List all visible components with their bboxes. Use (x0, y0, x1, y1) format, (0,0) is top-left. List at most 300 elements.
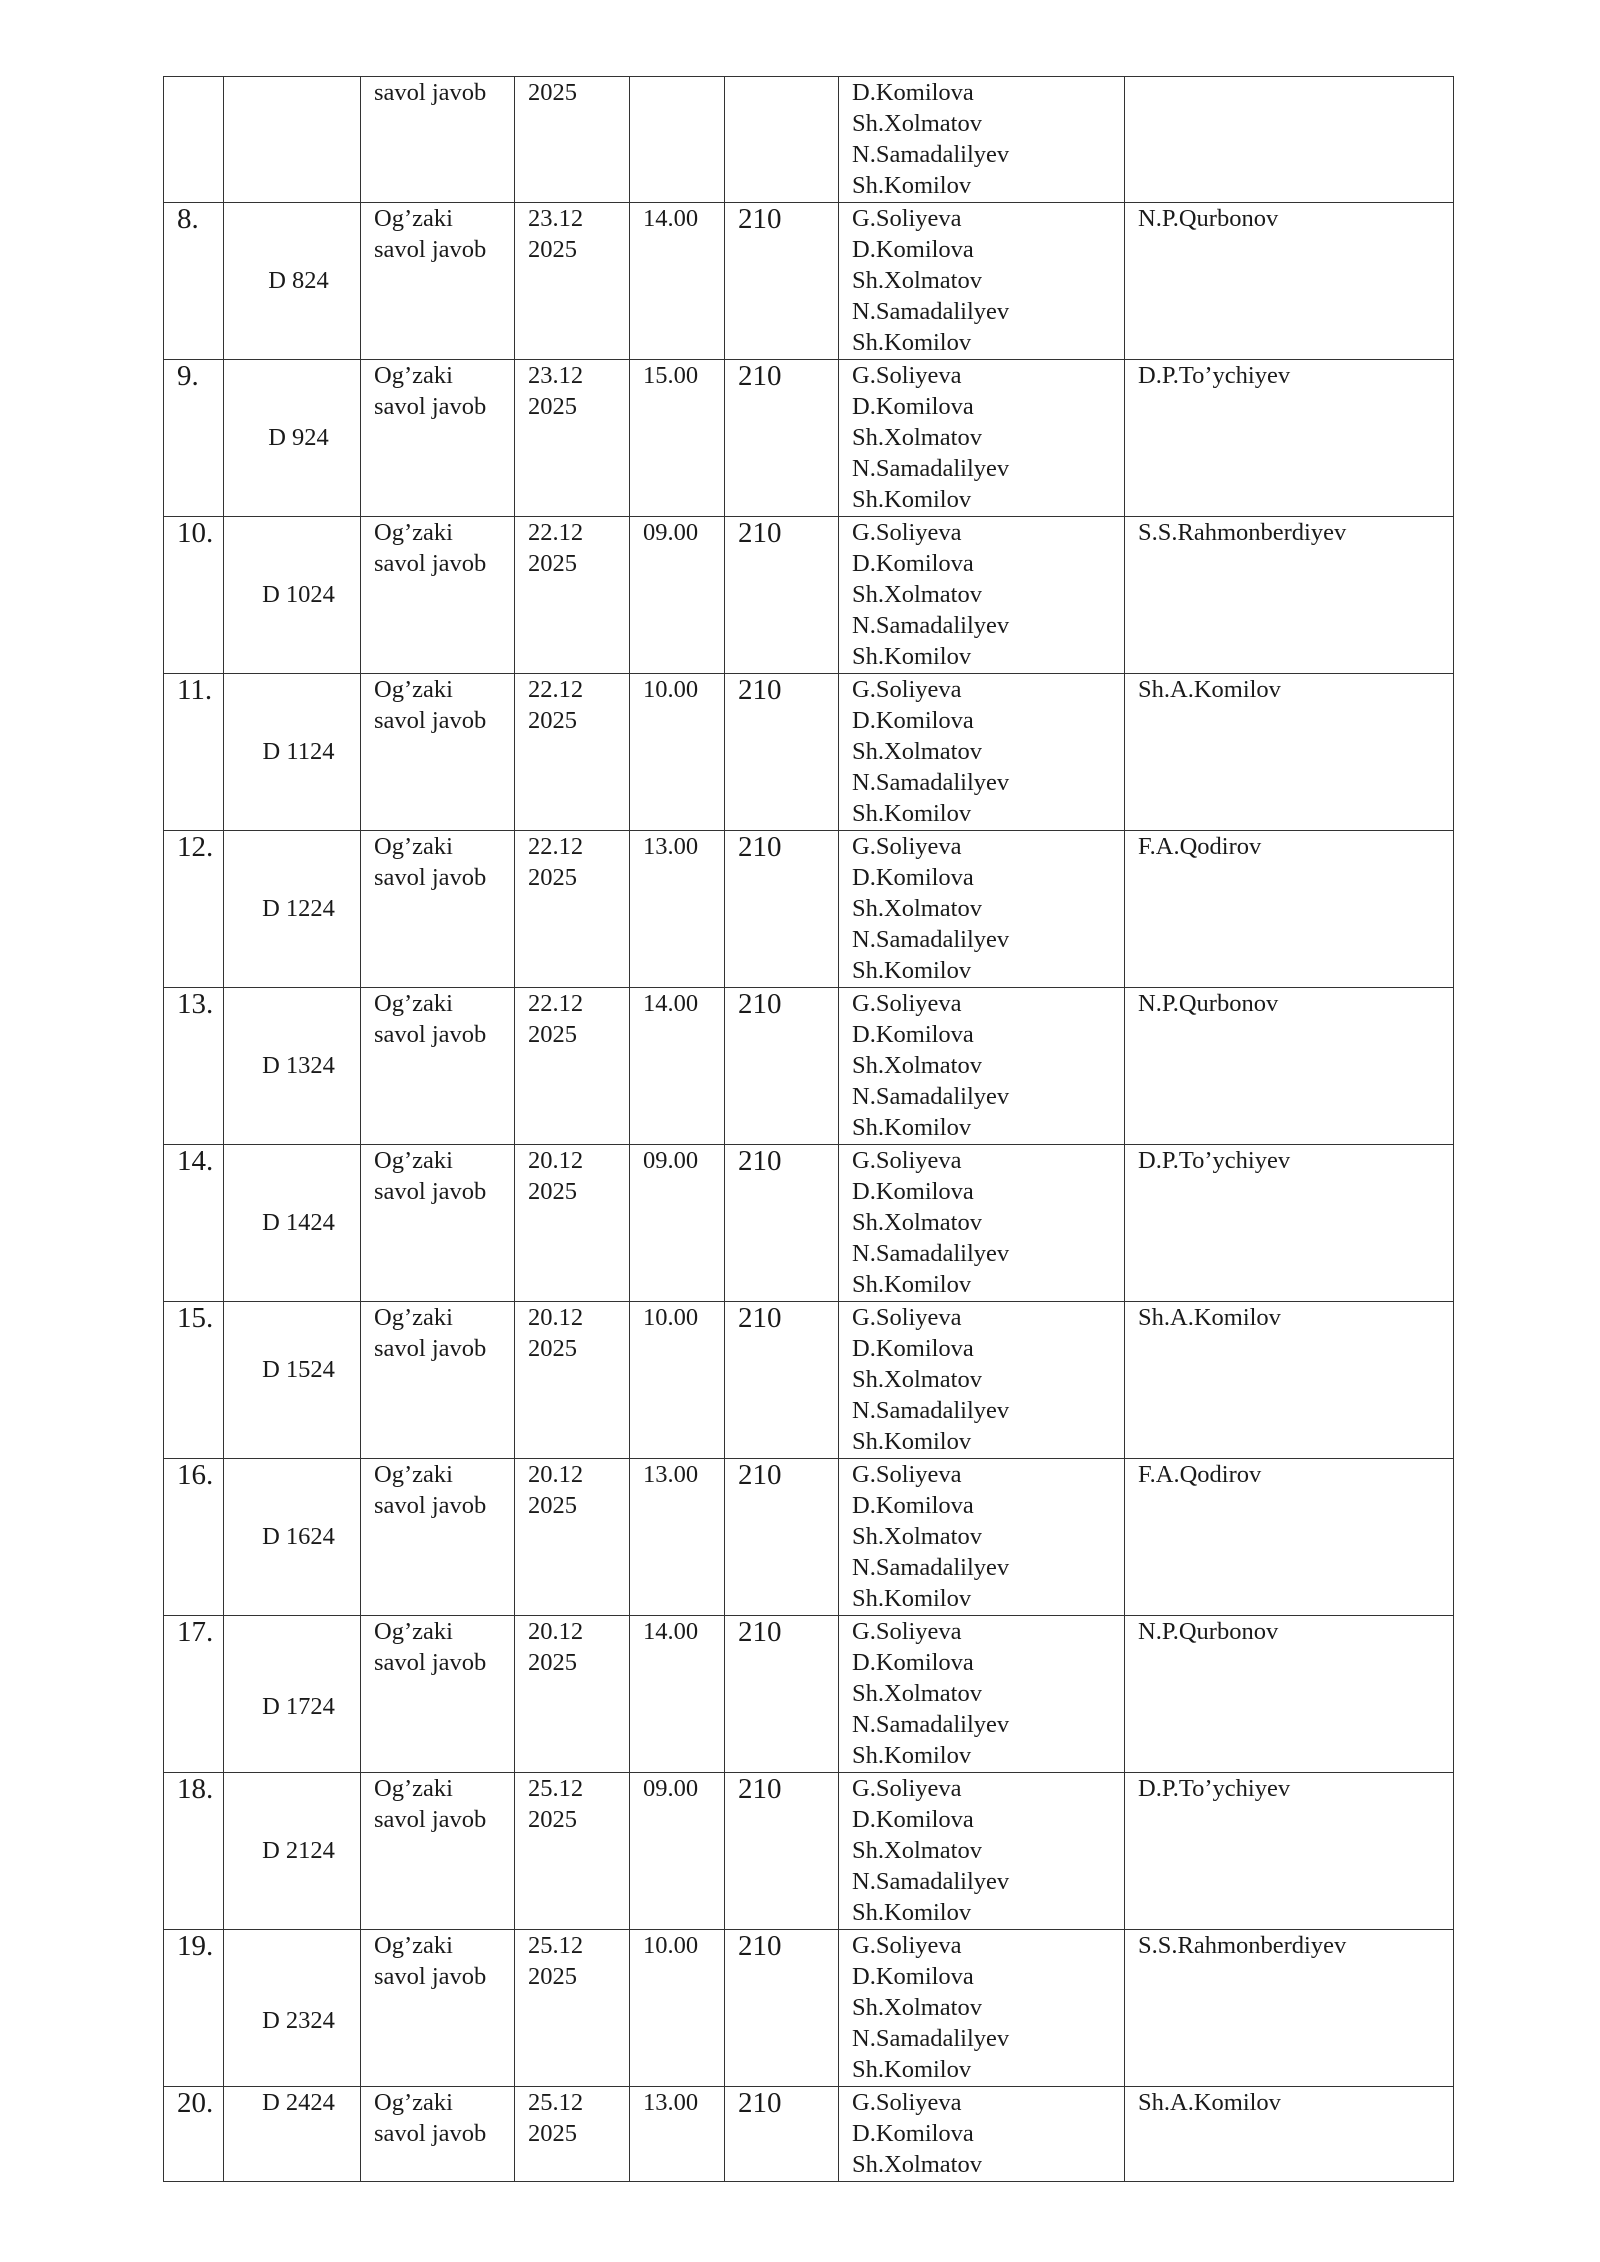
group-code-cell (224, 517, 361, 674)
row-number-cell (164, 1145, 224, 1302)
commission-member: Sh.Komilov (852, 486, 972, 513)
exam-form-cell (361, 1145, 515, 1302)
commission-member: D.Komilova (852, 1649, 974, 1676)
commission-member: Sh.Xolmatov (852, 1837, 982, 1864)
commission-member: N.Samadalilyev (852, 1083, 1010, 1110)
commission-member: Sh.Xolmatov (852, 1052, 982, 1079)
room-cell (725, 360, 839, 517)
commission-member: N.Samadalilyev (852, 455, 1010, 482)
commission-member: Sh.Komilov (852, 1114, 972, 1141)
commission-member: N.Samadalilyev (852, 1711, 1010, 1738)
exam-date-cell (515, 2087, 630, 2182)
commission-cell (839, 1616, 1125, 1773)
row-number-cell (164, 1773, 224, 1930)
exam-form-cell (361, 1773, 515, 1930)
group-code: D 2424 (262, 2089, 335, 2116)
table-row (164, 360, 1454, 517)
exam-date-line: 23.12 (528, 362, 584, 389)
examiner-cell (1125, 1616, 1454, 1773)
exam-date-line: 2025 (528, 1806, 577, 1833)
exam-form-cell (361, 1302, 515, 1459)
examiner-cell (1125, 203, 1454, 360)
exam-form-cell (361, 203, 515, 360)
commission-member: D.Komilova (852, 1806, 974, 1833)
room-number: 210 (738, 988, 782, 1020)
commission-member: N.Samadalilyev (852, 926, 1010, 953)
exam-time: 14.00 (643, 205, 699, 232)
commission-member: Sh.Xolmatov (852, 1680, 982, 1707)
exam-form-cell (361, 360, 515, 517)
exam-time-cell (630, 1930, 725, 2087)
row-number: 14. (177, 1145, 214, 1177)
examiner-name: Sh.A.Komilov (1138, 1304, 1281, 1331)
exam-date-line: 2025 (528, 1649, 577, 1676)
exam-time: 10.00 (643, 676, 699, 703)
exam-time-cell (630, 203, 725, 360)
commission-member: Sh.Xolmatov (852, 895, 982, 922)
examiner-cell (1125, 360, 1454, 517)
exam-time: 14.00 (643, 1618, 699, 1645)
examiner-name: D.P.To’ychiyev (1138, 1147, 1291, 1174)
exam-form-line: savol javob (374, 864, 487, 891)
group-code-cell (224, 674, 361, 831)
commission-cell (839, 1459, 1125, 1616)
exam-form-line: Og’zaki (374, 833, 453, 860)
examiner-name: D.P.To’ychiyev (1138, 362, 1291, 389)
exam-form-line: savol javob (374, 1649, 487, 1676)
commission-member: D.Komilova (852, 1492, 974, 1519)
exam-date-line: 22.12 (528, 833, 584, 860)
group-code-cell (224, 831, 361, 988)
commission-member: D.Komilova (852, 707, 974, 734)
group-code-cell (224, 1145, 361, 1302)
examiner-cell (1125, 674, 1454, 831)
room-cell (725, 517, 839, 674)
room-cell (725, 1616, 839, 1773)
exam-form-cell (361, 831, 515, 988)
commission-member: G.Soliyeva (852, 1618, 962, 1645)
exam-time-cell (630, 1145, 725, 1302)
room-cell (725, 203, 839, 360)
exam-date-line: 25.12 (528, 1775, 584, 1802)
table-row (164, 831, 1454, 988)
exam-date-cell (515, 203, 630, 360)
commission-member: N.Samadalilyev (852, 1240, 1010, 1267)
group-code-cell (224, 203, 361, 360)
exam-date-line: 2025 (528, 2120, 577, 2147)
exam-time: 09.00 (643, 1147, 699, 1174)
exam-form-cell (361, 77, 515, 203)
group-code-cell (224, 1773, 361, 1930)
commission-member: Sh.Xolmatov (852, 110, 982, 137)
commission-cell (839, 1773, 1125, 1930)
table-row (164, 1145, 1454, 1302)
exam-date-cell (515, 360, 630, 517)
row-number-cell (164, 203, 224, 360)
commission-member: Sh.Komilov (852, 1585, 972, 1612)
exam-form-cell (361, 2087, 515, 2182)
exam-date-line: 20.12 (528, 1147, 584, 1174)
exam-time-cell (630, 988, 725, 1145)
commission-member: N.Samadalilyev (852, 298, 1010, 325)
exam-form-line: Og’zaki (374, 1147, 453, 1174)
exam-time: 09.00 (643, 1775, 699, 1802)
exam-date-line: 2025 (528, 1021, 577, 1048)
exam-time: 10.00 (643, 1932, 699, 1959)
commission-member: N.Samadalilyev (852, 141, 1010, 168)
exam-date-cell (515, 831, 630, 988)
room-cell (725, 831, 839, 988)
commission-member: D.Komilova (852, 864, 974, 891)
examiner-name: F.A.Qodirov (1138, 833, 1262, 860)
group-code-cell (224, 1302, 361, 1459)
exam-date-cell (515, 988, 630, 1145)
examiner-cell (1125, 1302, 1454, 1459)
commission-member: Sh.Komilov (852, 800, 972, 827)
exam-form-line: Og’zaki (374, 1775, 453, 1802)
exam-form-line: Og’zaki (374, 1461, 453, 1488)
commission-cell (839, 2087, 1125, 2182)
commission-member: Sh.Komilov (852, 172, 972, 199)
exam-form-line: Og’zaki (374, 676, 453, 703)
exam-time-cell (630, 1459, 725, 1616)
exam-form-line: Og’zaki (374, 990, 453, 1017)
row-number: 11. (177, 674, 213, 706)
exam-form-line: Og’zaki (374, 2089, 453, 2116)
exam-date-line: 2025 (528, 79, 577, 106)
exam-form-line: savol javob (374, 236, 487, 263)
exam-form-line: Og’zaki (374, 519, 453, 546)
table-row (164, 517, 1454, 674)
examiner-name: Sh.A.Komilov (1138, 2089, 1281, 2116)
commission-member: N.Samadalilyev (852, 1397, 1010, 1424)
group-code: D 2324 (262, 2007, 335, 2034)
examiner-cell (1125, 1930, 1454, 2087)
exam-date-line: 2025 (528, 550, 577, 577)
commission-member: Sh.Komilov (852, 643, 972, 670)
exam-date-line: 2025 (528, 1492, 577, 1519)
exam-form-cell (361, 988, 515, 1145)
commission-member: G.Soliyeva (852, 2089, 962, 2116)
exam-time-cell (630, 360, 725, 517)
commission-cell (839, 77, 1125, 203)
group-code: D 824 (268, 267, 329, 294)
exam-form-line: savol javob (374, 1335, 487, 1362)
exam-form-cell (361, 1930, 515, 2087)
exam-date-line: 2025 (528, 707, 577, 734)
room-number: 210 (738, 203, 782, 235)
commission-member: G.Soliyeva (852, 519, 962, 546)
commission-member: Sh.Komilov (852, 1742, 972, 1769)
row-number-cell (164, 1459, 224, 1616)
exam-date-line: 22.12 (528, 990, 584, 1017)
exam-time-cell (630, 674, 725, 831)
commission-cell (839, 1302, 1125, 1459)
table-row (164, 1930, 1454, 2087)
room-number: 210 (738, 674, 782, 706)
exam-date-cell (515, 1459, 630, 1616)
commission-member: G.Soliyeva (852, 676, 962, 703)
exam-form-cell (361, 674, 515, 831)
row-number: 16. (177, 1459, 214, 1491)
commission-cell (839, 517, 1125, 674)
row-number-cell (164, 674, 224, 831)
commission-member: Sh.Komilov (852, 329, 972, 356)
exam-form-line: Og’zaki (374, 1304, 453, 1331)
exam-form-line: savol javob (374, 1963, 487, 1990)
room-cell (725, 1930, 839, 2087)
exam-date-cell (515, 1145, 630, 1302)
examiner-cell (1125, 77, 1454, 203)
exam-date-line: 22.12 (528, 519, 584, 546)
exam-time-cell (630, 1302, 725, 1459)
exam-time-cell (630, 517, 725, 674)
commission-member: G.Soliyeva (852, 833, 962, 860)
commission-member: G.Soliyeva (852, 362, 962, 389)
examiner-cell (1125, 2087, 1454, 2182)
examiner-name: S.S.Rahmonberdiyev (1138, 1932, 1347, 1959)
row-number: 8. (177, 203, 199, 235)
table-row (164, 203, 1454, 360)
table-row (164, 674, 1454, 831)
group-code: D 2124 (262, 1837, 335, 1864)
exam-form-line: savol javob (374, 393, 487, 420)
exam-form-cell (361, 517, 515, 674)
group-code: D 1324 (262, 1052, 335, 1079)
room-number: 210 (738, 831, 782, 863)
exam-form-line: Og’zaki (374, 1618, 453, 1645)
table-row (164, 77, 1454, 203)
exam-form-line: savol javob (374, 1178, 487, 1205)
commission-member: D.Komilova (852, 1178, 974, 1205)
exam-time: 09.00 (643, 519, 699, 546)
exam-time-cell (630, 1773, 725, 1930)
row-number: 15. (177, 1302, 214, 1334)
examiner-name: Sh.A.Komilov (1138, 676, 1281, 703)
room-number: 210 (738, 1302, 782, 1334)
exam-time: 14.00 (643, 990, 699, 1017)
room-number: 210 (738, 2087, 782, 2119)
commission-cell (839, 831, 1125, 988)
examiner-cell (1125, 988, 1454, 1145)
room-number: 210 (738, 1145, 782, 1177)
exam-form-line: Og’zaki (374, 362, 453, 389)
room-number: 210 (738, 360, 782, 392)
group-code-cell (224, 988, 361, 1145)
exam-time: 13.00 (643, 2089, 699, 2116)
commission-member: D.Komilova (852, 550, 974, 577)
schedule-body (164, 77, 1454, 2182)
room-number: 210 (738, 1930, 782, 1962)
table-row (164, 988, 1454, 1145)
row-number-cell (164, 1930, 224, 2087)
commission-cell (839, 674, 1125, 831)
commission-member: D.Komilova (852, 393, 974, 420)
exam-date-line: 25.12 (528, 1932, 584, 1959)
exam-date-line: 2025 (528, 1335, 577, 1362)
commission-member: G.Soliyeva (852, 990, 962, 1017)
exam-form-line: savol javob (374, 1492, 487, 1519)
row-number: 19. (177, 1930, 214, 1962)
exam-date-line: 25.12 (528, 2089, 584, 2116)
commission-member: D.Komilova (852, 1963, 974, 1990)
row-number-cell (164, 1616, 224, 1773)
group-code-cell (224, 360, 361, 517)
exam-date-line: 22.12 (528, 676, 584, 703)
exam-form-line: savol javob (374, 550, 487, 577)
commission-member: Sh.Komilov (852, 2056, 972, 2083)
row-number-cell (164, 77, 224, 203)
table-row (164, 1302, 1454, 1459)
exam-date-line: 23.12 (528, 205, 584, 232)
exam-date-line: 2025 (528, 1963, 577, 1990)
exam-date-line: 2025 (528, 236, 577, 263)
exam-date-cell (515, 1302, 630, 1459)
group-code-cell (224, 1930, 361, 2087)
commission-member: Sh.Xolmatov (852, 581, 982, 608)
exam-date-cell (515, 517, 630, 674)
examiner-cell (1125, 1145, 1454, 1302)
row-number-cell (164, 1302, 224, 1459)
commission-cell (839, 360, 1125, 517)
exam-form-line: savol javob (374, 707, 487, 734)
commission-member: N.Samadalilyev (852, 1554, 1010, 1581)
commission-member: D.Komilova (852, 1021, 974, 1048)
exam-date-cell (515, 674, 630, 831)
exam-date-line: 20.12 (528, 1461, 584, 1488)
commission-member: N.Samadalilyev (852, 612, 1010, 639)
row-number: 10. (177, 517, 214, 549)
group-code-cell (224, 77, 361, 203)
room-cell (725, 1459, 839, 1616)
exam-date-cell (515, 1616, 630, 1773)
commission-member: N.Samadalilyev (852, 769, 1010, 796)
table-row (164, 1459, 1454, 1616)
row-number: 20. (177, 2087, 214, 2119)
exam-date-cell (515, 1773, 630, 1930)
commission-member: Sh.Xolmatov (852, 1366, 982, 1393)
exam-schedule-table (163, 76, 1454, 2182)
commission-member: Sh.Xolmatov (852, 2151, 982, 2178)
commission-member: Sh.Xolmatov (852, 424, 982, 451)
group-code-cell (224, 2087, 361, 2182)
row-number: 18. (177, 1773, 214, 1805)
examiner-name: S.S.Rahmonberdiyev (1138, 519, 1347, 546)
examiner-cell (1125, 517, 1454, 674)
room-number: 210 (738, 517, 782, 549)
commission-member: Sh.Komilov (852, 957, 972, 984)
commission-member: Sh.Komilov (852, 1428, 972, 1455)
exam-date-cell (515, 1930, 630, 2087)
exam-form-line: Og’zaki (374, 1932, 453, 1959)
exam-date-line: 20.12 (528, 1304, 584, 1331)
table-row (164, 1616, 1454, 1773)
commission-member: G.Soliyeva (852, 205, 962, 232)
room-number: 210 (738, 1459, 782, 1491)
group-code: D 924 (268, 424, 329, 451)
group-code: D 1624 (262, 1523, 335, 1550)
exam-form-cell (361, 1459, 515, 1616)
table-row (164, 1773, 1454, 1930)
exam-time-cell (630, 1616, 725, 1773)
row-number-cell (164, 360, 224, 517)
commission-member: N.Samadalilyev (852, 1868, 1010, 1895)
commission-member: G.Soliyeva (852, 1461, 962, 1488)
exam-date-line: 2025 (528, 393, 577, 420)
commission-member: Sh.Komilov (852, 1271, 972, 1298)
examiner-name: D.P.To’ychiyev (1138, 1775, 1291, 1802)
examiner-name: N.P.Qurbonov (1138, 1618, 1279, 1645)
row-number: 9. (177, 360, 199, 392)
room-cell (725, 1302, 839, 1459)
exam-time-cell (630, 77, 725, 203)
commission-member: D.Komilova (852, 2120, 974, 2147)
examiner-name: F.A.Qodirov (1138, 1461, 1262, 1488)
commission-member: N.Samadalilyev (852, 2025, 1010, 2052)
commission-member: D.Komilova (852, 79, 974, 106)
exam-date-line: 2025 (528, 864, 577, 891)
examiner-cell (1125, 831, 1454, 988)
commission-member: Sh.Xolmatov (852, 738, 982, 765)
room-cell (725, 674, 839, 831)
exam-time: 10.00 (643, 1304, 699, 1331)
table-row (164, 2087, 1454, 2182)
room-cell (725, 1773, 839, 1930)
commission-cell (839, 203, 1125, 360)
commission-member: Sh.Xolmatov (852, 1523, 982, 1550)
room-cell (725, 77, 839, 203)
commission-member: G.Soliyeva (852, 1775, 962, 1802)
exam-date-line: 2025 (528, 1178, 577, 1205)
commission-member: Sh.Xolmatov (852, 1209, 982, 1236)
room-cell (725, 1145, 839, 1302)
examiner-cell (1125, 1459, 1454, 1616)
group-code: D 1024 (262, 581, 335, 608)
room-cell (725, 2087, 839, 2182)
exam-time: 13.00 (643, 833, 699, 860)
exam-date-cell (515, 77, 630, 203)
row-number: 12. (177, 831, 214, 863)
group-code: D 1524 (262, 1356, 335, 1383)
commission-cell (839, 988, 1125, 1145)
row-number-cell (164, 517, 224, 674)
commission-member: Sh.Komilov (852, 1899, 972, 1926)
group-code: D 1724 (262, 1693, 335, 1720)
commission-member: Sh.Xolmatov (852, 1994, 982, 2021)
commission-member: D.Komilova (852, 1335, 974, 1362)
row-number-cell (164, 831, 224, 988)
room-number: 210 (738, 1616, 782, 1648)
group-code: D 1424 (262, 1209, 335, 1236)
exam-form-line: savol javob (374, 2120, 487, 2147)
exam-time: 15.00 (643, 362, 699, 389)
commission-member: G.Soliyeva (852, 1304, 962, 1331)
examiner-cell (1125, 1773, 1454, 1930)
commission-member: G.Soliyeva (852, 1147, 962, 1174)
commission-member: G.Soliyeva (852, 1932, 962, 1959)
commission-cell (839, 1145, 1125, 1302)
exam-form-line: savol javob (374, 1021, 487, 1048)
exam-time-cell (630, 2087, 725, 2182)
commission-cell (839, 1930, 1125, 2087)
examiner-name: N.P.Qurbonov (1138, 205, 1279, 232)
commission-member: D.Komilova (852, 236, 974, 263)
exam-time-cell (630, 831, 725, 988)
exam-time: 13.00 (643, 1461, 699, 1488)
group-code-cell (224, 1616, 361, 1773)
examiner-name: N.P.Qurbonov (1138, 990, 1279, 1017)
exam-form-line: Og’zaki (374, 205, 453, 232)
